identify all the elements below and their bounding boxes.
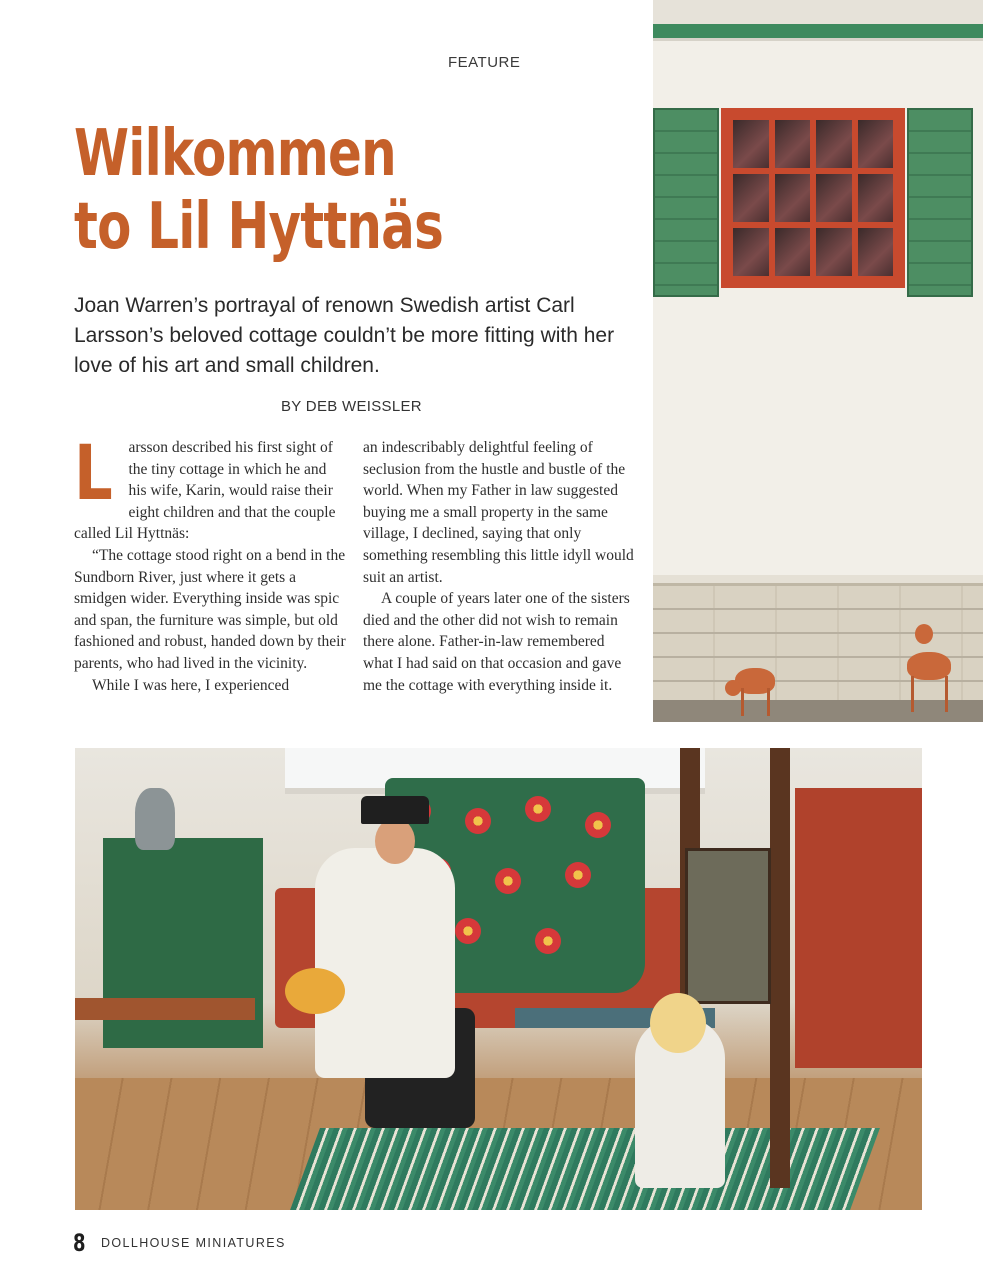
article-column-2: [363, 437, 635, 696]
paragraph-text: arsson described his first sight of the tiny cottage in which he and his wife, Karin, would raise their eight children and that the couple called Lil Hyttnäs:: [74, 439, 336, 543]
portrait-canvas: [685, 848, 771, 1004]
fawn-figurine: [725, 650, 795, 720]
easel: [770, 748, 790, 1188]
flower-vase: [135, 788, 175, 850]
page-number: 8: [73, 1229, 86, 1257]
deck: Joan Warren’s portrayal of renown Swedish artist Carl Larsson’s beloved cottage couldn’t be more fitting with her love of his art and small children.: [74, 294, 615, 377]
trim-line: [653, 38, 983, 41]
paragraph: A couple of years later one of the sisters died and the other did not wish to remain there alone. Father-in-law remembered what I had said on that occasion and gave me the cottage with everything inside it.: [363, 590, 630, 694]
paragraph: [74, 428, 346, 545]
window-panes: [733, 120, 893, 276]
headline-line-1: Wilkommen: [74, 117, 396, 191]
top-hat: [361, 796, 429, 824]
paragraph: “The cottage stood right on a bend in the Sundborn River, just where it gets a smidgen wider. Everything inside was spic and span, the furniture was simple, but old fashioned and robust, handed down by their parents, who had lived in the vicinity.: [74, 546, 346, 672]
painter-head: [375, 818, 415, 864]
paragraph: While I was here, I experienced: [92, 676, 290, 694]
article-column-1: [74, 428, 346, 696]
red-cupboard: [795, 788, 922, 1068]
right-shutter: [907, 108, 973, 297]
red-window: [721, 108, 905, 288]
paragraph: an indescribably delightful feeling of seclusion from the hustle and bustle of the world. When my Father in law suggested buying me a small property in the same village, I declined, saying that only something resembling this little idyll would suit an artist.: [363, 439, 634, 586]
fawn-figurine: [901, 618, 971, 718]
paint-palette: [285, 968, 345, 1014]
magazine-name: DOLLHOUSE MINIATURES: [101, 1236, 286, 1250]
eave: [653, 0, 983, 24]
headline: [74, 118, 511, 264]
studio-scene-photo: [75, 748, 922, 1210]
cottage-facade-photo: [653, 0, 983, 722]
painter-figure: [315, 848, 455, 1078]
byline: BY DEB WEISSLER: [281, 398, 422, 415]
green-trim: [653, 24, 983, 38]
drop-cap: L: [74, 428, 113, 517]
section-label: FEATURE: [448, 54, 521, 71]
left-shutter: [653, 108, 719, 297]
headline-line-2: to Lil Hyttnäs: [74, 190, 444, 264]
side-table: [75, 998, 255, 1020]
striped-rug: [290, 1128, 880, 1210]
child-doll-head: [650, 993, 706, 1053]
